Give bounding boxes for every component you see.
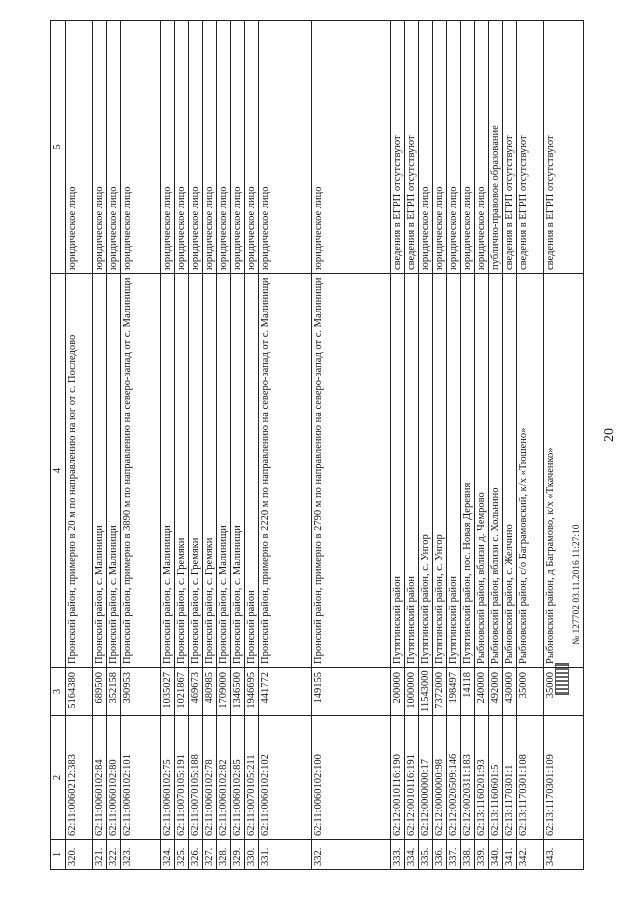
owner-type: сведения в ЕГРП отсутствуют <box>517 21 544 274</box>
row-number: 321. <box>93 840 107 870</box>
plot-area: 480985 <box>203 668 217 716</box>
row-number: 323. <box>121 840 161 870</box>
plot-location: Пронский район, примерно в 3890 м по направлению на северо-запад от с. Малинищи <box>121 274 161 668</box>
plot-location: Пронский район, с. Малинищи <box>231 274 245 668</box>
plot-area: 14118 <box>461 668 475 716</box>
cadastral-number: 62:12:0010116:190 <box>391 716 405 840</box>
cadastral-number: 62:11:0060102:102 <box>259 716 312 840</box>
row-number: 328. <box>217 840 231 870</box>
plot-location: Пронский район, примерно в 20 м по направлению на юг от с. Последово <box>66 274 93 668</box>
cadastral-number: 62:11:0060102:80 <box>107 716 121 840</box>
table-row <box>161 21 175 870</box>
row-number: 333. <box>391 840 405 870</box>
row-number: 343. <box>544 840 584 870</box>
table-row <box>245 21 259 870</box>
row-number: 335. <box>419 840 433 870</box>
row-number: 340. <box>489 840 503 870</box>
plot-area: 1035027 <box>161 668 175 716</box>
plot-location: Пронский район, с. Малинищи <box>161 274 175 668</box>
plot-area: 198497 <box>447 668 461 716</box>
plot-location: Путятинский район <box>447 274 461 668</box>
owner-type: сведения в ЕГРП отсутствуют <box>391 21 405 274</box>
cadastral-number: 62:11:0060102:84 <box>93 716 107 840</box>
row-number: 341. <box>503 840 517 870</box>
owner-type: юридическое лицо <box>121 21 161 274</box>
table-row <box>93 21 107 870</box>
table-row <box>231 21 245 870</box>
plot-area: 1021867 <box>175 668 189 716</box>
table-body <box>66 21 584 870</box>
owner-type: юридическое лицо <box>245 21 259 274</box>
cadastral-number: 62:11:0060102:100 <box>312 716 391 840</box>
row-number: 325. <box>175 840 189 870</box>
owner-type: юридическое лицо <box>433 21 447 274</box>
row-number: 336. <box>433 840 447 870</box>
owner-type: юридическое лицо <box>189 21 203 274</box>
row-number: 339. <box>475 840 489 870</box>
cadastral-number: 62:12:0000000:98 <box>433 716 447 840</box>
plot-area: 5164380 <box>66 668 93 716</box>
table-row <box>175 21 189 870</box>
table-row <box>121 21 161 870</box>
table-row <box>107 21 121 870</box>
plot-area: 1000000 <box>405 668 419 716</box>
row-number: 342. <box>517 840 544 870</box>
header-cell: 4 <box>51 274 66 668</box>
plot-location: Рыбновский район, с/о Баграмовский, к/х «Тюшено» <box>517 274 544 668</box>
owner-type: юридическое лицо <box>419 21 433 274</box>
owner-type: юридическое лицо <box>461 21 475 274</box>
cadastral-number: 62:12:0010116:191 <box>405 716 419 840</box>
cadastral-number: 62:11:0060102:82 <box>217 716 231 840</box>
plot-location: Путятинский район <box>391 274 405 668</box>
plot-area: 1346500 <box>231 668 245 716</box>
cadastral-number: 62:12:0020311:183 <box>461 716 475 840</box>
table-row <box>189 21 203 870</box>
plot-location: Рыбновский район, вблизи с. Хольнино <box>489 274 503 668</box>
row-number: 320. <box>66 840 93 870</box>
cadastral-number: 62:11:0060102:78 <box>203 716 217 840</box>
plot-area: 11543000 <box>419 668 433 716</box>
row-number: 332. <box>312 840 391 870</box>
plot-area: 35000 <box>544 668 584 716</box>
cadastral-number: 62:11:0070105:191 <box>175 716 189 840</box>
rotated-content <box>50 20 556 870</box>
plot-location: Пронский район, с. Малинищи <box>107 274 121 668</box>
plot-location: Путятинский район, пос. Новая Деревня <box>461 274 475 668</box>
cadastral-number: 62:12:0020509:146 <box>447 716 461 840</box>
header-cell: 3 <box>51 668 66 716</box>
plot-area: 390953 <box>121 668 161 716</box>
cadastral-number: 62:11:0060212:383 <box>66 716 93 840</box>
cadastral-number: 62:11:0060102:101 <box>121 716 161 840</box>
row-number: 331. <box>259 840 312 870</box>
plot-location: Рыбновский район, д Баграмово, к/х «Ткаченко» <box>544 274 584 668</box>
plot-area: 200000 <box>391 668 405 716</box>
header-cell: 2 <box>51 716 66 840</box>
owner-type: юридическое лицо <box>217 21 231 274</box>
table-row <box>405 21 419 870</box>
plot-location: Рыбновский район, с. Желчино <box>503 274 517 668</box>
row-number: 326. <box>189 840 203 870</box>
table-row <box>203 21 217 870</box>
owner-type: юридическое лицо <box>447 21 461 274</box>
row-number: 327. <box>203 840 217 870</box>
header-cell: 1 <box>51 840 66 870</box>
plot-location: Пронский район, с. Малинищи <box>93 274 107 668</box>
row-number: 330. <box>245 840 259 870</box>
table-row <box>447 21 461 870</box>
table-row <box>433 21 447 870</box>
plot-location: Пронский район, с. Гремяки <box>189 274 203 668</box>
owner-type: публично-правовое образование <box>489 21 503 274</box>
cadastral-number: 62:13:1170301:1 <box>503 716 517 840</box>
plot-location: Пронский район, примерно в 2220 м по направлению на северо-запад от с. Малинищи <box>259 274 312 668</box>
plot-location: Пронский район, с. Гремяки <box>203 274 217 668</box>
cadastral-number: 62:13:1170301:108 <box>517 716 544 840</box>
owner-type: юридическое лицо <box>93 21 107 274</box>
plot-area: 492000 <box>489 668 503 716</box>
cadastral-number: 62:11:0060102:75 <box>161 716 175 840</box>
plot-location: Путятинский район <box>405 274 419 668</box>
row-number: 338. <box>461 840 475 870</box>
table-row <box>391 21 405 870</box>
plot-area: 352158 <box>107 668 121 716</box>
plot-location: Пронский район <box>245 274 259 668</box>
plot-location: Пронский район, с. Гремяки <box>175 274 189 668</box>
cadastral-number: 62:13:1160601:5 <box>489 716 503 840</box>
plot-area: 7372000 <box>433 668 447 716</box>
plot-area: 430000 <box>503 668 517 716</box>
table-row <box>419 21 433 870</box>
plot-area: 35000 <box>517 668 544 716</box>
plot-area: 469673 <box>189 668 203 716</box>
owner-type: юридическое лицо <box>175 21 189 274</box>
plot-area: 149155 <box>312 668 391 716</box>
land-plots-table <box>50 20 584 870</box>
owner-type: юридическое лицо <box>475 21 489 274</box>
table-row <box>217 21 231 870</box>
table-row <box>461 21 475 870</box>
plot-area: 240000 <box>475 668 489 716</box>
row-number: 324. <box>161 840 175 870</box>
plot-location: Путятинский район, с. Унгор <box>433 274 447 668</box>
table-row <box>489 21 503 870</box>
cadastral-number: 62:11:0060102:85 <box>231 716 245 840</box>
owner-type: сведения в ЕГРП отсутствуют <box>503 21 517 274</box>
header-cell: 5 <box>51 21 66 274</box>
owner-type: сведения в ЕГРП отсутствуют <box>544 21 584 274</box>
table-row <box>517 21 544 870</box>
document-stamp: № 127702 03.11.2016 11:27:10 <box>572 524 582 645</box>
table-row <box>312 21 391 870</box>
plot-location: Пронский район, с. Малинищи <box>217 274 231 668</box>
row-number: 322. <box>107 840 121 870</box>
owner-type: юридическое лицо <box>203 21 217 274</box>
table-row <box>66 21 93 870</box>
table-row <box>475 21 489 870</box>
owner-type: юридическое лицо <box>161 21 175 274</box>
cadastral-number: 62:11:0070105:211 <box>245 716 259 840</box>
plot-location: Рыбновский район, вблизи д. Чемрово <box>475 274 489 668</box>
owner-type: юридическое лицо <box>107 21 121 274</box>
plot-area: 1946695 <box>245 668 259 716</box>
plot-area: 689500 <box>93 668 107 716</box>
row-number: 334. <box>405 840 419 870</box>
plot-area: 441772 <box>259 668 312 716</box>
page-number: 20 <box>602 428 617 442</box>
owner-type: юридическое лицо <box>66 21 93 274</box>
plot-location: Пронский район, примерно в 2790 м по направлению на северо-запад от с. Малинищи <box>312 274 391 668</box>
row-number: 329. <box>231 840 245 870</box>
table-row <box>259 21 312 870</box>
cadastral-number: 62:12:0000000:17 <box>419 716 433 840</box>
cadastral-number: 62:11:0070105:188 <box>189 716 203 840</box>
owner-type: юридическое лицо <box>312 21 391 274</box>
table-header-row <box>51 21 66 870</box>
owner-type: сведения в ЕГРП отсутствуют <box>405 21 419 274</box>
cadastral-number: 62:13:1170301:109 <box>544 716 584 840</box>
owner-type: юридическое лицо <box>231 21 245 274</box>
owner-type: юридическое лицо <box>259 21 312 274</box>
plot-location: Путятинский район, с. Унгор <box>419 274 433 668</box>
plot-area: 1709000 <box>217 668 231 716</box>
table-row <box>544 21 584 870</box>
row-number: 337. <box>447 840 461 870</box>
table-row <box>503 21 517 870</box>
cadastral-number: 62:13:1160201:93 <box>475 716 489 840</box>
